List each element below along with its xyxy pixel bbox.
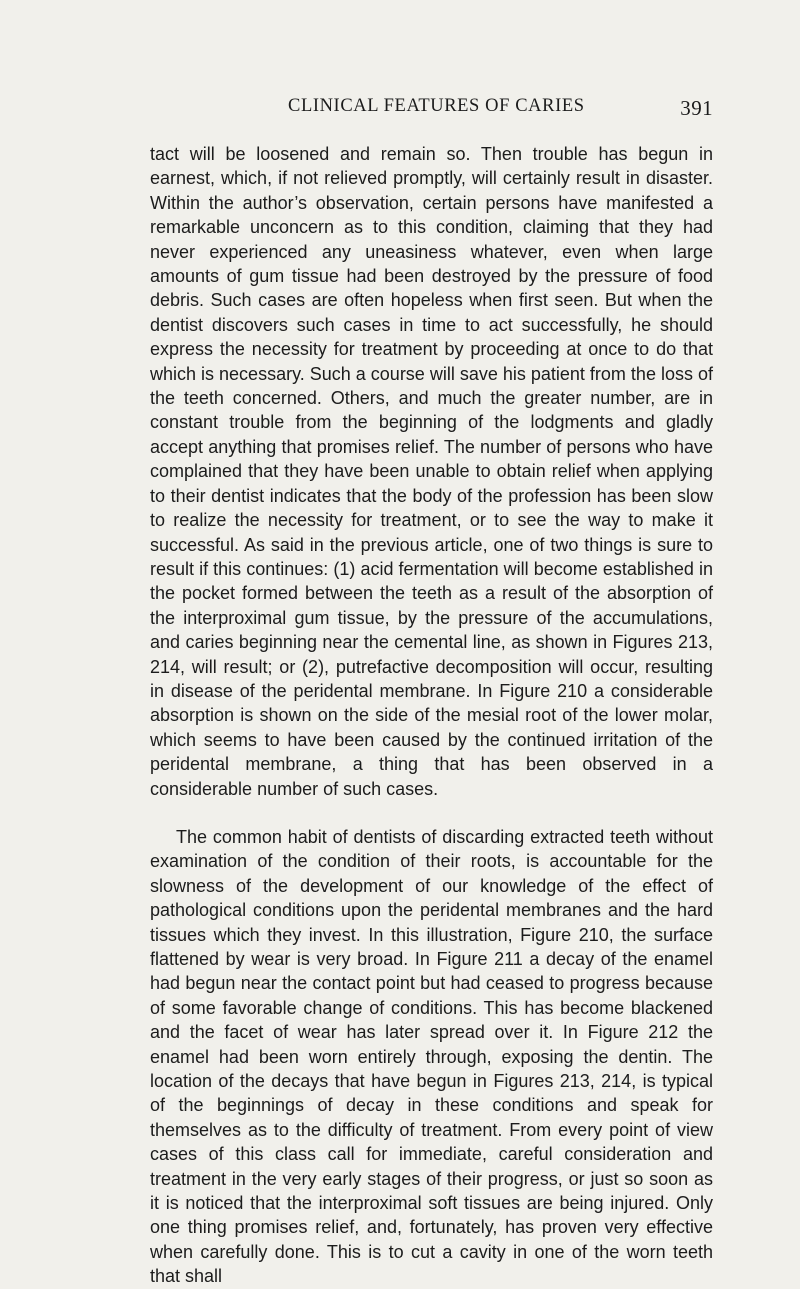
body-text — [150, 142, 713, 1289]
running-head — [150, 96, 713, 126]
paragraph-2: The common habit of dentists of discarding extracted teeth without examination of the condition of their roots, is accountable for the slowness of the development of our knowledge of the effect of pathological conditions upon the peridental membranes and the hard tissues which they invest. In this illustration, Figure 210, the surface flattened by wear is very broad. In Figure 211 a decay of the enamel had begun near the contact point but had ceased to progress because of some favorable change of conditions. This has become blackened and the facet of wear has later spread over it. In Figure 212 the enamel had been worn entirely through, exposing the dentin. The location of the decays that have begun in Figures 213, 214, is typical of the beginnings of decay in these conditions and speak for themselves as to the difficulty of treatment. From every point of view cases of this class call for immediate, careful consideration and treatment in the very early stages of their progress, or just so soon as it is noticed that the interproximal soft tissues are being injured. Only one thing promises relief, and, fortunately, has proven very effective when carefully done. This is to cut a cavity in one of the worn teeth that shall — [150, 826, 713, 1287]
page-number: 391 — [680, 96, 713, 120]
paragraph-1: tact will be loosened and remain so. Then trouble has begun in earnest, which, if not relieved promptly, will certainly result in disaster. Within the author’s observation, certain persons have manifested a remarkable unconcern as to this condition, claiming that they had never experienced any uneasiness whatever, even when large amounts of gum tissue had been destroyed by the pressure of food debris. Such cases are often hopeless when first seen. But when the dentist discovers such cases in time to act successfully, he should express the necessity for treatment by proceeding at once to do that which is necessary. Such a course will save his patient from the loss of the teeth concerned. Others, and much the greater number, are in constant trouble from the beginning of the lodgments and gladly accept anything that promises relief. The number of persons who have complained that they have been unable to obtain relief when applying to their dentist indicates that the body of the profession has been slow to realize the necessity for treatment, or to see the way to make it successful. As said in the previous article, one of two things is sure to result if this continues: (1) acid fermentation will become established in the pocket formed between the teeth as a result of the absorption of the interproximal gum tissue, by the pressure of the accumulations, and caries beginning near the cemental line, as shown in Figures 213, 214, will result; or (2), putrefactive decomposition will occur, resulting in disease of the peridental membrane. In Figure 210 a considerable absorption is shown on the side of the mesial root of the lower molar, which seems to have been caused by the continued irritation of the peridental membrane, a thing that has been observed in a considerable number of such cases. — [150, 144, 713, 799]
running-title: CLINICAL FEATURES OF CARIES — [288, 96, 585, 116]
